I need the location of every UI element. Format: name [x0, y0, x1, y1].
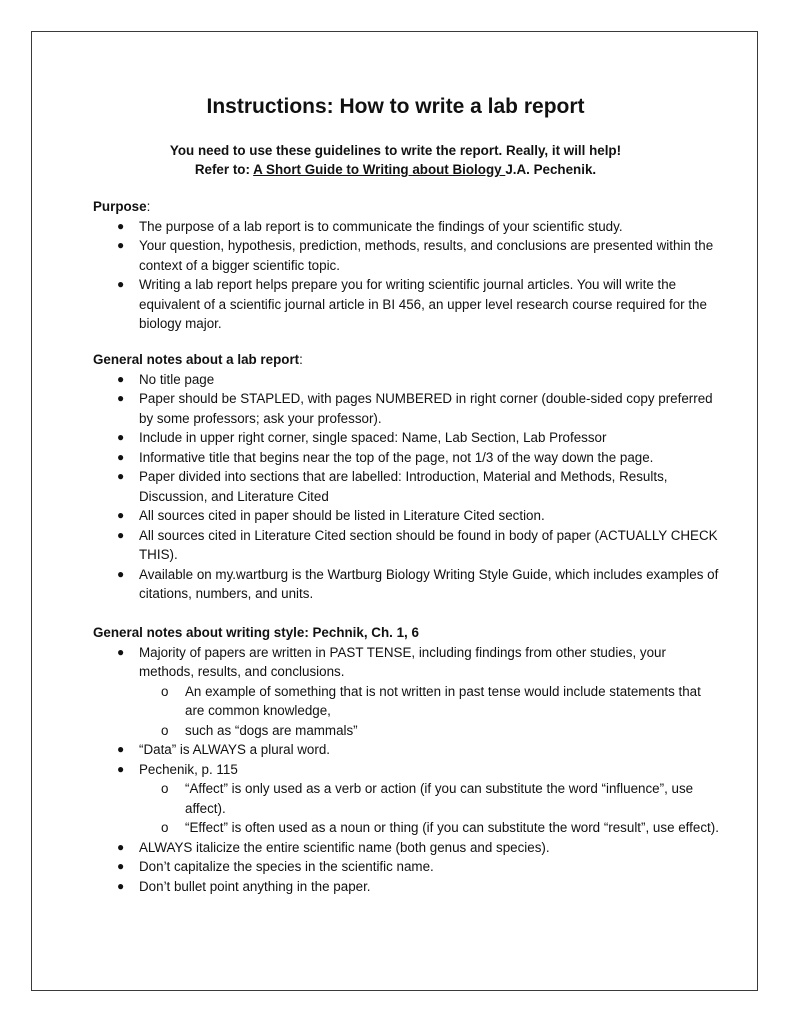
bullet-icon: ●: [117, 839, 125, 854]
general-notes-heading: [93, 350, 723, 370]
purpose-section: [93, 197, 723, 334]
list-item-text: Don’t capitalize the species in the scientific name.: [139, 859, 434, 874]
list-item-text: All sources cited in Literature Cited section should be found in body of paper (ACTUALLY CHECK THIS).: [139, 527, 718, 562]
list-item: [93, 565, 723, 604]
general-notes-heading-colon: :: [299, 352, 303, 367]
writing-style-heading: General notes about writing style: Pechnik, Ch. 1, 6: [93, 625, 419, 640]
list-item-text: Available on my.wartburg is the Wartburg Biology Writing Style Guide, which includes examples of citations, numbers, and units.: [139, 566, 719, 601]
circle-bullet-icon: o: [161, 781, 169, 796]
list-item: [93, 389, 723, 428]
bullet-icon: ●: [117, 218, 125, 233]
list-item: [93, 857, 723, 877]
page-title: Instructions: How to write a lab report: [206, 95, 585, 118]
list-item-text: No title page: [139, 371, 215, 387]
bullet-icon: ●: [117, 430, 125, 444]
bullet-icon: ●: [117, 508, 125, 522]
list-item-text: Paper divided into sections that are labelled: Introduction, Material and Methods, Results, Discussion, and Literature Cited: [139, 469, 668, 504]
sub-list: [139, 682, 723, 741]
reference-author: J.A. Pechenik.: [505, 162, 597, 177]
sub-list-item: [139, 682, 723, 721]
bullet-icon: ●: [117, 859, 125, 873]
bullet-icon: ●: [117, 449, 125, 464]
bullet-icon: ●: [117, 742, 125, 756]
list-item: [93, 217, 723, 237]
general-notes-heading-text: General notes about a lab report: [93, 352, 300, 367]
writing-style-section: [93, 623, 723, 896]
list-item-text: Pechenik, p. 115: [139, 761, 238, 777]
bullet-icon: ●: [117, 566, 125, 581]
list-item: [93, 877, 723, 897]
circle-bullet-icon: o: [161, 683, 169, 699]
list-item-text: Majority of papers are written in PAST TENSE, including findings from other studies, your methods, results, and conclusions.: [139, 644, 666, 679]
subtitle-guidelines: You need to use these guidelines to write the report. Really, it will help!: [169, 143, 622, 158]
list-item-text: Your question, hypothesis, prediction, methods, results, and conclusions are presented within the context of a bigger scientific topic.: [139, 238, 714, 273]
list-item: [93, 740, 723, 760]
list-item-text: Don’t bullet point anything in the paper.: [139, 878, 371, 894]
bullet-icon: ●: [117, 391, 125, 405]
list-item-text: ALWAYS italicize the entire scientific name (both genus and species).: [139, 839, 550, 855]
list-item: [93, 526, 723, 565]
list-item: [93, 236, 723, 275]
bullet-icon: ●: [117, 371, 125, 386]
bullet-icon: ●: [117, 761, 125, 776]
circle-bullet-icon: o: [161, 722, 169, 738]
list-item: [93, 506, 723, 526]
sub-list-item-text: “Affect” is only used as a verb or action (if you can substitute the word “influence”, use affect).: [185, 781, 694, 816]
circle-bullet-icon: o: [161, 820, 169, 835]
refer-prefix: Refer to:: [194, 162, 254, 177]
list-item-text: Informative title that begins near the top of the page, not 1/3 of the way down the page.: [139, 449, 654, 465]
sub-list-item: [139, 779, 723, 818]
sub-list-item-text: “Effect” is often used as a noun or thing (if you can substitute the word “result”, use effect).: [185, 820, 719, 835]
list-item: [93, 428, 723, 448]
sub-list-item-text: such as “dogs are mammals”: [185, 722, 358, 738]
writing-style-list: [93, 643, 723, 897]
reference-book-title: A Short Guide to Writing about Biology: [253, 162, 506, 177]
sub-list-item: [139, 721, 723, 741]
list-item: [93, 760, 723, 838]
sub-list: [139, 779, 723, 838]
purpose-heading-text: Purpose: [93, 199, 147, 214]
list-item: [93, 643, 723, 741]
purpose-heading-colon: :: [146, 199, 151, 214]
bullet-icon: ●: [117, 527, 125, 542]
purpose-heading: [93, 197, 723, 217]
bullet-icon: ●: [117, 644, 125, 659]
list-item-text: All sources cited in paper should be listed in Literature Cited section.: [139, 508, 545, 523]
list-item-text: “Data” is ALWAYS a plural word.: [139, 742, 331, 757]
list-item: [93, 370, 723, 390]
bullet-icon: ●: [117, 238, 125, 252]
sub-list-item-text: An example of something that is not written in past tense would include statements that are common knowledge,: [185, 683, 701, 718]
purpose-list: [93, 217, 723, 334]
list-item: [93, 467, 723, 506]
list-item-text: The purpose of a lab report is to communicate the findings of your scientific study.: [139, 218, 623, 234]
list-item-text: Include in upper right corner, single spaced: Name, Lab Section, Lab Professor: [139, 430, 607, 445]
bullet-icon: ●: [117, 878, 125, 893]
subtitle-reference: [0, 160, 791, 179]
list-item: [93, 838, 723, 858]
list-item-text: Writing a lab report helps prepare you for writing scientific journal articles. You will write the equivalent of a scientific journal article in BI 456, an upper level research course required for the biology major.: [139, 277, 707, 331]
general-notes-list: [93, 370, 723, 604]
sub-list-item: [139, 818, 723, 838]
list-item-text: Paper should be STAPLED, with pages NUMBERED in right corner (double-sided copy preferred by some professors; ask your professor).: [139, 391, 713, 426]
bullet-icon: ●: [117, 277, 125, 291]
list-item: [93, 275, 723, 334]
general-notes-section: [93, 350, 723, 604]
list-item: [93, 448, 723, 468]
bullet-icon: ●: [117, 469, 125, 483]
